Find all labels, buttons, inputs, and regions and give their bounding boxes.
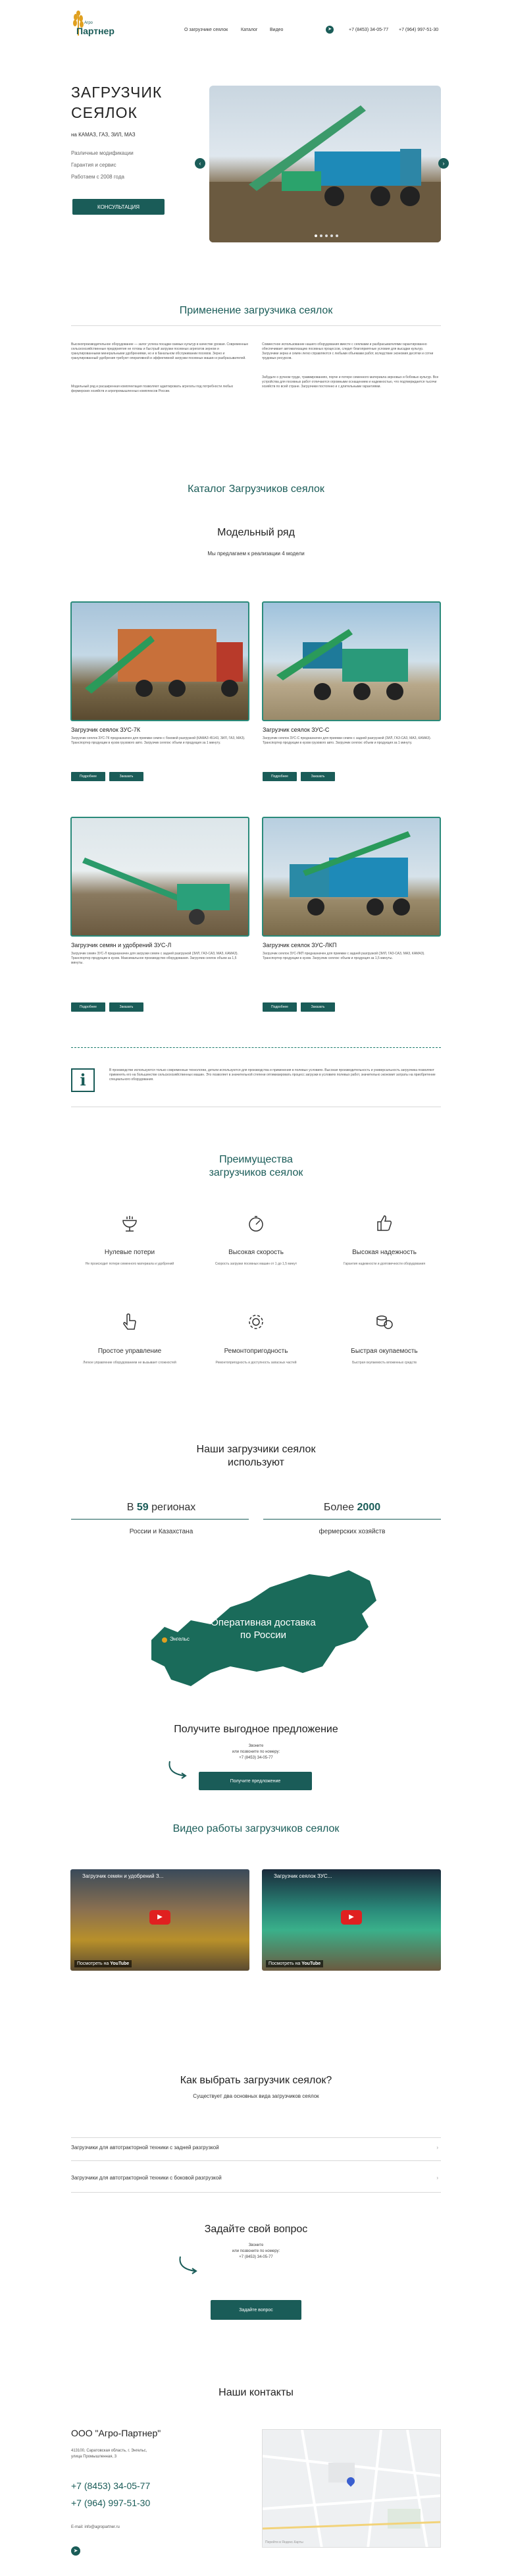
models-subtitle: Мы предлагаем к реализации 4 модели bbox=[207, 551, 305, 557]
product-order-button[interactable]: Заказать bbox=[301, 1002, 335, 1012]
map-city-pin-icon bbox=[162, 1637, 167, 1643]
advantage-text: Гарантия надежности и долговечности оборудования bbox=[343, 1262, 426, 1266]
product-order-button[interactable]: Заказать bbox=[109, 1002, 143, 1012]
divider bbox=[263, 1519, 441, 1520]
offer-line2: или позвоните по номеру: bbox=[232, 1750, 280, 1754]
coins-icon bbox=[375, 1313, 394, 1331]
advantage-title: Высокая надежность bbox=[352, 1249, 417, 1256]
product-more-button[interactable]: Подробнее bbox=[71, 1002, 105, 1012]
advantage-title: Быстрая окупаемость bbox=[351, 1348, 418, 1355]
divider bbox=[71, 2137, 441, 2138]
grill-icon bbox=[120, 1214, 139, 1232]
slider-dots[interactable] bbox=[315, 234, 338, 237]
video-title: Видео работы загрузчиков сеялок bbox=[172, 1823, 340, 1834]
hero-feature-2: Гарантия и сервис bbox=[71, 162, 116, 168]
divider bbox=[71, 2192, 441, 2193]
chevron-right-icon: › bbox=[436, 2145, 438, 2151]
telegram-icon[interactable]: ➤ bbox=[326, 26, 334, 34]
advantage-text: Скорость загрузки посевных машин от 1 до 1,5 минут bbox=[215, 1262, 297, 1266]
contacts-map[interactable] bbox=[262, 2429, 441, 2548]
offer-title: Получите выгодное предложение bbox=[174, 1724, 338, 1735]
slider-prev-arrow-icon[interactable]: ‹ bbox=[195, 158, 205, 169]
hero-title-line2: СЕЯЛОК bbox=[71, 104, 138, 121]
advantages-title-1: Преимущества bbox=[219, 1154, 293, 1165]
youtube-play-icon[interactable]: ▶ bbox=[149, 1910, 170, 1925]
usage-title: Применение загрузчика сеялок bbox=[179, 305, 333, 316]
divider bbox=[71, 2160, 441, 2161]
logo-line2: Партнер bbox=[76, 26, 115, 36]
question-line1: Звоните bbox=[248, 2243, 264, 2247]
product-desc: Загрузчик сеялок ЗУС-ЛКП предназначен для приемки с задней разгрузкой (ЗИЛ, ГАЗ-САЗ, МАЗ, КАМАЗ). Транспортер продукции в кузов. Загрузчик сеялок: объем и продукция за 1,5 минуты. bbox=[263, 952, 425, 960]
models-title: Модельный ряд bbox=[217, 527, 295, 538]
curved-arrow-icon bbox=[175, 2255, 201, 2275]
product-image[interactable] bbox=[70, 601, 249, 721]
logo[interactable] bbox=[71, 9, 115, 38]
hero-slider[interactable] bbox=[209, 86, 441, 242]
question-line2: или позвоните по номеру: bbox=[232, 2249, 280, 2253]
video-player[interactable] bbox=[262, 1869, 441, 1971]
product-more-button[interactable]: Подробнее bbox=[71, 772, 105, 781]
usage-right-p2: Забудьте о ручном труде, травмированиях, порче и потере семенного материала зерновых и бобовых культур. Все устройства для посевных работ отличаются огромными оснащением и надежностью, что подтверждается тысячи хозяйств по всей стране. Загрузчики постоянно и с длительными гарантиями. bbox=[262, 375, 439, 389]
question-title: Задайте свой вопрос bbox=[204, 2224, 308, 2235]
map-label-2: по России bbox=[240, 1630, 287, 1641]
map-label-1: Оперативная доставка bbox=[211, 1617, 316, 1628]
advantage-title: Простое управление bbox=[97, 1348, 162, 1355]
speedometer-icon bbox=[247, 1214, 265, 1232]
advantage-title: Нулевые потери bbox=[104, 1249, 155, 1256]
divider bbox=[71, 325, 441, 326]
stat-regions-sub: России и Казахстана bbox=[129, 1528, 193, 1535]
choose-subtitle: Существует два основных вида загрузчиков сеялок bbox=[193, 2093, 319, 2099]
product-name: Загрузчик сеялок ЗУС-С bbox=[263, 726, 330, 733]
advantage-title: Высокая скорость bbox=[228, 1249, 284, 1256]
choose-title: Как выбрать загрузчик сеялок? bbox=[180, 2075, 332, 2086]
product-order-button[interactable]: Заказать bbox=[109, 772, 143, 781]
consultation-button[interactable]: КОНСУЛЬТАЦИЯ bbox=[72, 199, 165, 215]
map-caption[interactable]: Перейти в Яндекс.Карты bbox=[265, 2540, 303, 2544]
product-more-button[interactable]: Подробнее bbox=[263, 1002, 297, 1012]
address-line1: 413100, Саратовская область, г. Энгельс, bbox=[71, 2449, 147, 2453]
hero-truck-image bbox=[209, 86, 441, 242]
divider bbox=[71, 1519, 249, 1520]
watch-on-youtube[interactable]: Посмотреть на YouTube bbox=[74, 1960, 132, 1967]
header bbox=[0, 0, 512, 53]
contact-phone-1[interactable]: +7 (8453) 34-05-77 bbox=[71, 2480, 151, 2491]
clients-title-2: используют bbox=[228, 1457, 284, 1468]
product-name: Загрузчик сеялок ЗУС-7К bbox=[71, 726, 141, 733]
product-name: Загрузчик сеялок ЗУС-ЛКП bbox=[263, 942, 337, 948]
youtube-play-icon[interactable]: ▶ bbox=[341, 1910, 362, 1925]
gear-icon bbox=[247, 1313, 265, 1331]
hero-title-line1: ЗАГРУЗЧИК bbox=[71, 84, 163, 101]
hero-feature-1: Различные модификации bbox=[71, 150, 134, 156]
advantage-title: Ремонтопригодность bbox=[224, 1348, 288, 1355]
header-phone-2[interactable]: +7 (964) 997-51-30 bbox=[399, 28, 439, 32]
nav-item-catalog[interactable]: Каталог bbox=[241, 28, 258, 32]
stat-farms-sub: фермерских хозяйств bbox=[319, 1528, 386, 1535]
divider bbox=[71, 1047, 441, 1048]
usage-left-p1: Высокопроизводительное оборудование — залог успеха посадки озимых культур в качестве урожая. Современные сельскохозяйственные предприятия не готовы и быстрый загрузки посевных агрегатов зерном и гранулированными минеральными удобрениями, но и в банальном обслуживании посевов. Зерно и гранулированный удобрения требуют оперативной и эффективной загрузки посевных машин и разбрасывателей. bbox=[71, 343, 249, 360]
hero-feature-3: Работаем с 2008 года bbox=[71, 174, 124, 180]
watch-on-youtube[interactable]: Посмотреть на YouTube bbox=[266, 1960, 323, 1967]
product-more-button[interactable]: Подробнее bbox=[263, 772, 297, 781]
offer-line1: Звоните bbox=[248, 1744, 264, 1748]
video-title-text[interactable]: Загрузчик семян и удобрений З... bbox=[82, 1873, 164, 1879]
slider-next-arrow-icon[interactable]: › bbox=[438, 158, 449, 169]
usage-right-p1: Совместное использование нашего оборудования вместе с сеялками и разбрасывателями гарантированно обеспечивает автоматизацию посевных процессов, следит благоприятные условия для высадки культур. Загрузчики зерна и семян легко справляются с любыми объемами работ, вследствие экономия десятки и сотни трудовых ресурсов. bbox=[262, 343, 434, 360]
video-player[interactable] bbox=[70, 1869, 249, 1971]
stat-farms: Более 2000 bbox=[323, 1502, 381, 1513]
offer-button[interactable]: Получите предложение bbox=[199, 1772, 312, 1790]
curved-arrow-icon bbox=[165, 1760, 191, 1780]
header-phone-1[interactable]: +7 (8453) 34-05-77 bbox=[349, 28, 389, 32]
advantages-title-2: загрузчиков сеялок bbox=[209, 1167, 303, 1178]
usage-left-p2: Модельный ряд и расширенная комплектация позволяют адаптировать агрегаты под потребности любых фермерских хозяйств и агропромышленных комплексов России. bbox=[71, 385, 234, 393]
contact-phone-2[interactable]: +7 (964) 997-51-30 bbox=[71, 2498, 151, 2508]
stat-regions: В 59 регионах bbox=[126, 1502, 196, 1513]
product-desc: Загрузчик семян ЗУС-Л предназначен для загрузки семян с задней разгрузкой (ЗИЛ, ГАЗ-САЗ, МАЗ, КАМАЗ). Транспортер продукции в кузов. Максимальное производство оборудования. Загрузчик сеялок объем за 1,5 минуты. bbox=[71, 952, 238, 965]
advantage-text: Быстрая окупаемость вложенных средств bbox=[352, 1361, 417, 1365]
product-desc: Загрузчик сеялок ЗУС-7К предназначен для приемки семян с боковой разгрузкой (КАМАЗ 45143, ЗИЛ, ГАЗ, МАЗ). Транспортер продукции в кузов грузового авто. Загрузчик сеялок: объем и продукция за 1 минуту. bbox=[71, 736, 245, 745]
product-image[interactable] bbox=[70, 817, 249, 937]
contacts-title: Наши контакты bbox=[218, 2387, 294, 2398]
hero-subtitle: на КАМАЗ, ГАЗ, ЗИЛ, МАЗ bbox=[71, 132, 136, 138]
clients-title-1: Наши загрузчики сеялок bbox=[196, 1444, 316, 1455]
advantage-text: Ремонтопригодность и доступность запасных частей bbox=[215, 1361, 297, 1365]
address-line2: улица Промышленная, 3 bbox=[71, 2455, 117, 2459]
thumbs-up-icon bbox=[375, 1214, 394, 1232]
accordion-item[interactable]: Загрузчики для автотракторной техники с задней разгрузкой › bbox=[71, 2145, 438, 2151]
chevron-right-icon: › bbox=[436, 2175, 438, 2181]
telegram-icon[interactable]: ➤ bbox=[71, 2546, 80, 2556]
offer-phone[interactable]: +7 (8453) 34-05-77 bbox=[239, 1756, 273, 1760]
product-name: Загрузчик семян и удобрений ЗУС-Л bbox=[71, 942, 172, 948]
nav-item-video[interactable]: Видео bbox=[270, 28, 284, 32]
contact-email[interactable]: E-mail: info@agropartner.ru bbox=[71, 2525, 120, 2529]
company-name: ООО "Агро-Партнер" bbox=[71, 2428, 161, 2438]
advantage-text: Легкое управление оборудованием не вызывает сложностей bbox=[83, 1361, 176, 1365]
catalog-title: Каталог Загрузчиков сеялок bbox=[188, 483, 324, 495]
nav-item-about[interactable]: О загрузчике сеялок bbox=[184, 28, 228, 32]
map-city: Энгельс bbox=[170, 1636, 190, 1642]
product-desc: Загрузчик сеялок ЗУС-С предназначен для приемки семян с задней разгрузкой (ЗИЛ, ГАЗ-САЗ, МАЗ, КАМАЗ). Транспортер продукции в кузов грузового авто. Загрузчик сеялок: объем и продукция за 1 минуту. bbox=[263, 736, 432, 745]
info-icon: i bbox=[71, 1068, 95, 1092]
product-image[interactable] bbox=[262, 601, 441, 721]
video-title-text[interactable]: Загрузчик сеялок ЗУС... bbox=[274, 1873, 332, 1879]
question-button[interactable]: Задайте вопрос bbox=[211, 2300, 301, 2320]
question-phone[interactable]: +7 (8453) 34-05-77 bbox=[239, 2255, 273, 2259]
product-order-button[interactable]: Заказать bbox=[301, 772, 335, 781]
advantage-text: Не происходит потери семенного материала и удобрений bbox=[85, 1262, 174, 1266]
product-image[interactable] bbox=[262, 817, 441, 937]
logo-line1: Агро bbox=[84, 21, 93, 25]
pointer-icon bbox=[120, 1313, 139, 1331]
info-text: В производстве используются только современные технологии, детали используются для производства и применения в полевых условиях. Высокая производительность и универсальность загрузчика позволяют применять его на большинстве сельскохозяйственных машин. Это позволяет в значительной степени оптимизировать процесс загрузки в условиях полевых работ, значительно экономит затраты на приобретение специального оборудования. bbox=[109, 1068, 436, 1082]
accordion-item[interactable]: Загрузчики для автотракторной техники с боковой разгрузкой › bbox=[71, 2175, 438, 2181]
